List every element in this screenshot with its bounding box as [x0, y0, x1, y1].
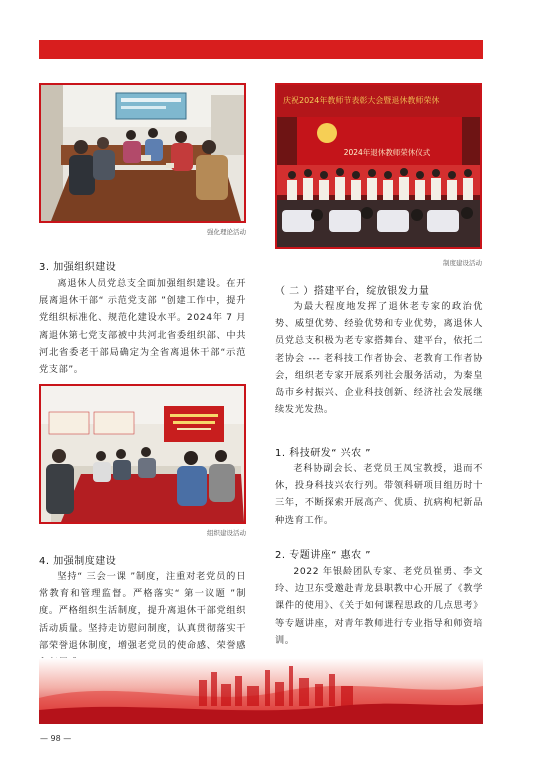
photo-caption: 制度建设活动	[443, 259, 482, 267]
meeting-room-image	[41, 85, 244, 221]
conference-room-image	[41, 386, 244, 522]
section-paragraph: 坚持“ 三会一课 ”制度，注重对老党员的日常教育和管理监督。严格落实“ 第一议题 ”制度。严格组织生活制度，提升离退休干部党组织活动质量。坚持走访慰问制度，认真贯彻落实干部荣誉退休制度，增强老党员的使命感、荣誉感	[39, 571, 246, 651]
photo-caption: 组织建设活动	[207, 529, 246, 537]
photo-organization-activity	[39, 384, 246, 524]
section-paragraph: 为最大程度地发挥了退休老专家的政治优势、威望优势、经验优势和专业优势，离退休人员党总支积极为老专家搭舞台、建平台，依托二老协会 --- 老科技工作者协会、老教育工作者协会，组织老专家开展系列社会服务活动，为秦皇岛市乡村振兴、企业科技创新、经济社会发展继续发光发热。	[275, 301, 483, 416]
page-number: — 98 —	[40, 734, 72, 743]
subsection-paragraph: 2022 年银龄团队专家、老党员崔勇、李文玲、边卫东受邀赴青龙县职教中心开展了《教学课件的使用》、《关于如何课程思政的几点思考》等专题讲座，对青年教师进行专业指导和师资培训。	[275, 566, 483, 646]
subsection-paragraph: 老科协副会长、老党员王凤宝教授，退而不休，投身科技兴农行列。带领科研项目组历时十三年，不断探索开展高产、优质、抗病枸杞新品种选育工作。	[275, 463, 483, 526]
header-red-bar	[39, 40, 483, 59]
photo-retirement-ceremony	[275, 83, 482, 249]
section-paragraph: 离退休人员党总支全面加强组织建设。在开展离退休干部“ 示范党支部 ”创建工作中，提升党组织标准化、规范化建设水平。2024年 7 月离退休第七党支部被中共河北省委组织部、中共河北省委老干部局确定为全省离退休干部“示范党支部”。	[39, 278, 246, 376]
photo-caption: 强化理论活动	[207, 228, 246, 236]
city-skyline-graphic	[39, 658, 483, 724]
section-heading: （ 二 ）搭建平台，绽放银发力量	[275, 286, 430, 297]
subsection-heading: 1. 科技研发“ 兴农 ”	[275, 448, 371, 459]
subsection-heading: 2. 专题讲座“ 惠农 ”	[275, 550, 371, 561]
ceremony-screen-title: 2024年退休教师荣休仪式	[343, 148, 431, 157]
footer-city-skyline-band	[39, 658, 483, 724]
photo-theory-activity	[39, 83, 246, 223]
section-heading: 3. 加强组织建设	[39, 262, 117, 273]
ceremony-stage-image	[277, 85, 480, 247]
section-heading: 4. 加强制度建设	[39, 556, 117, 567]
ceremony-banner-text: 庆祝2024年教师节表彰大会暨退休教师荣休	[283, 96, 440, 105]
